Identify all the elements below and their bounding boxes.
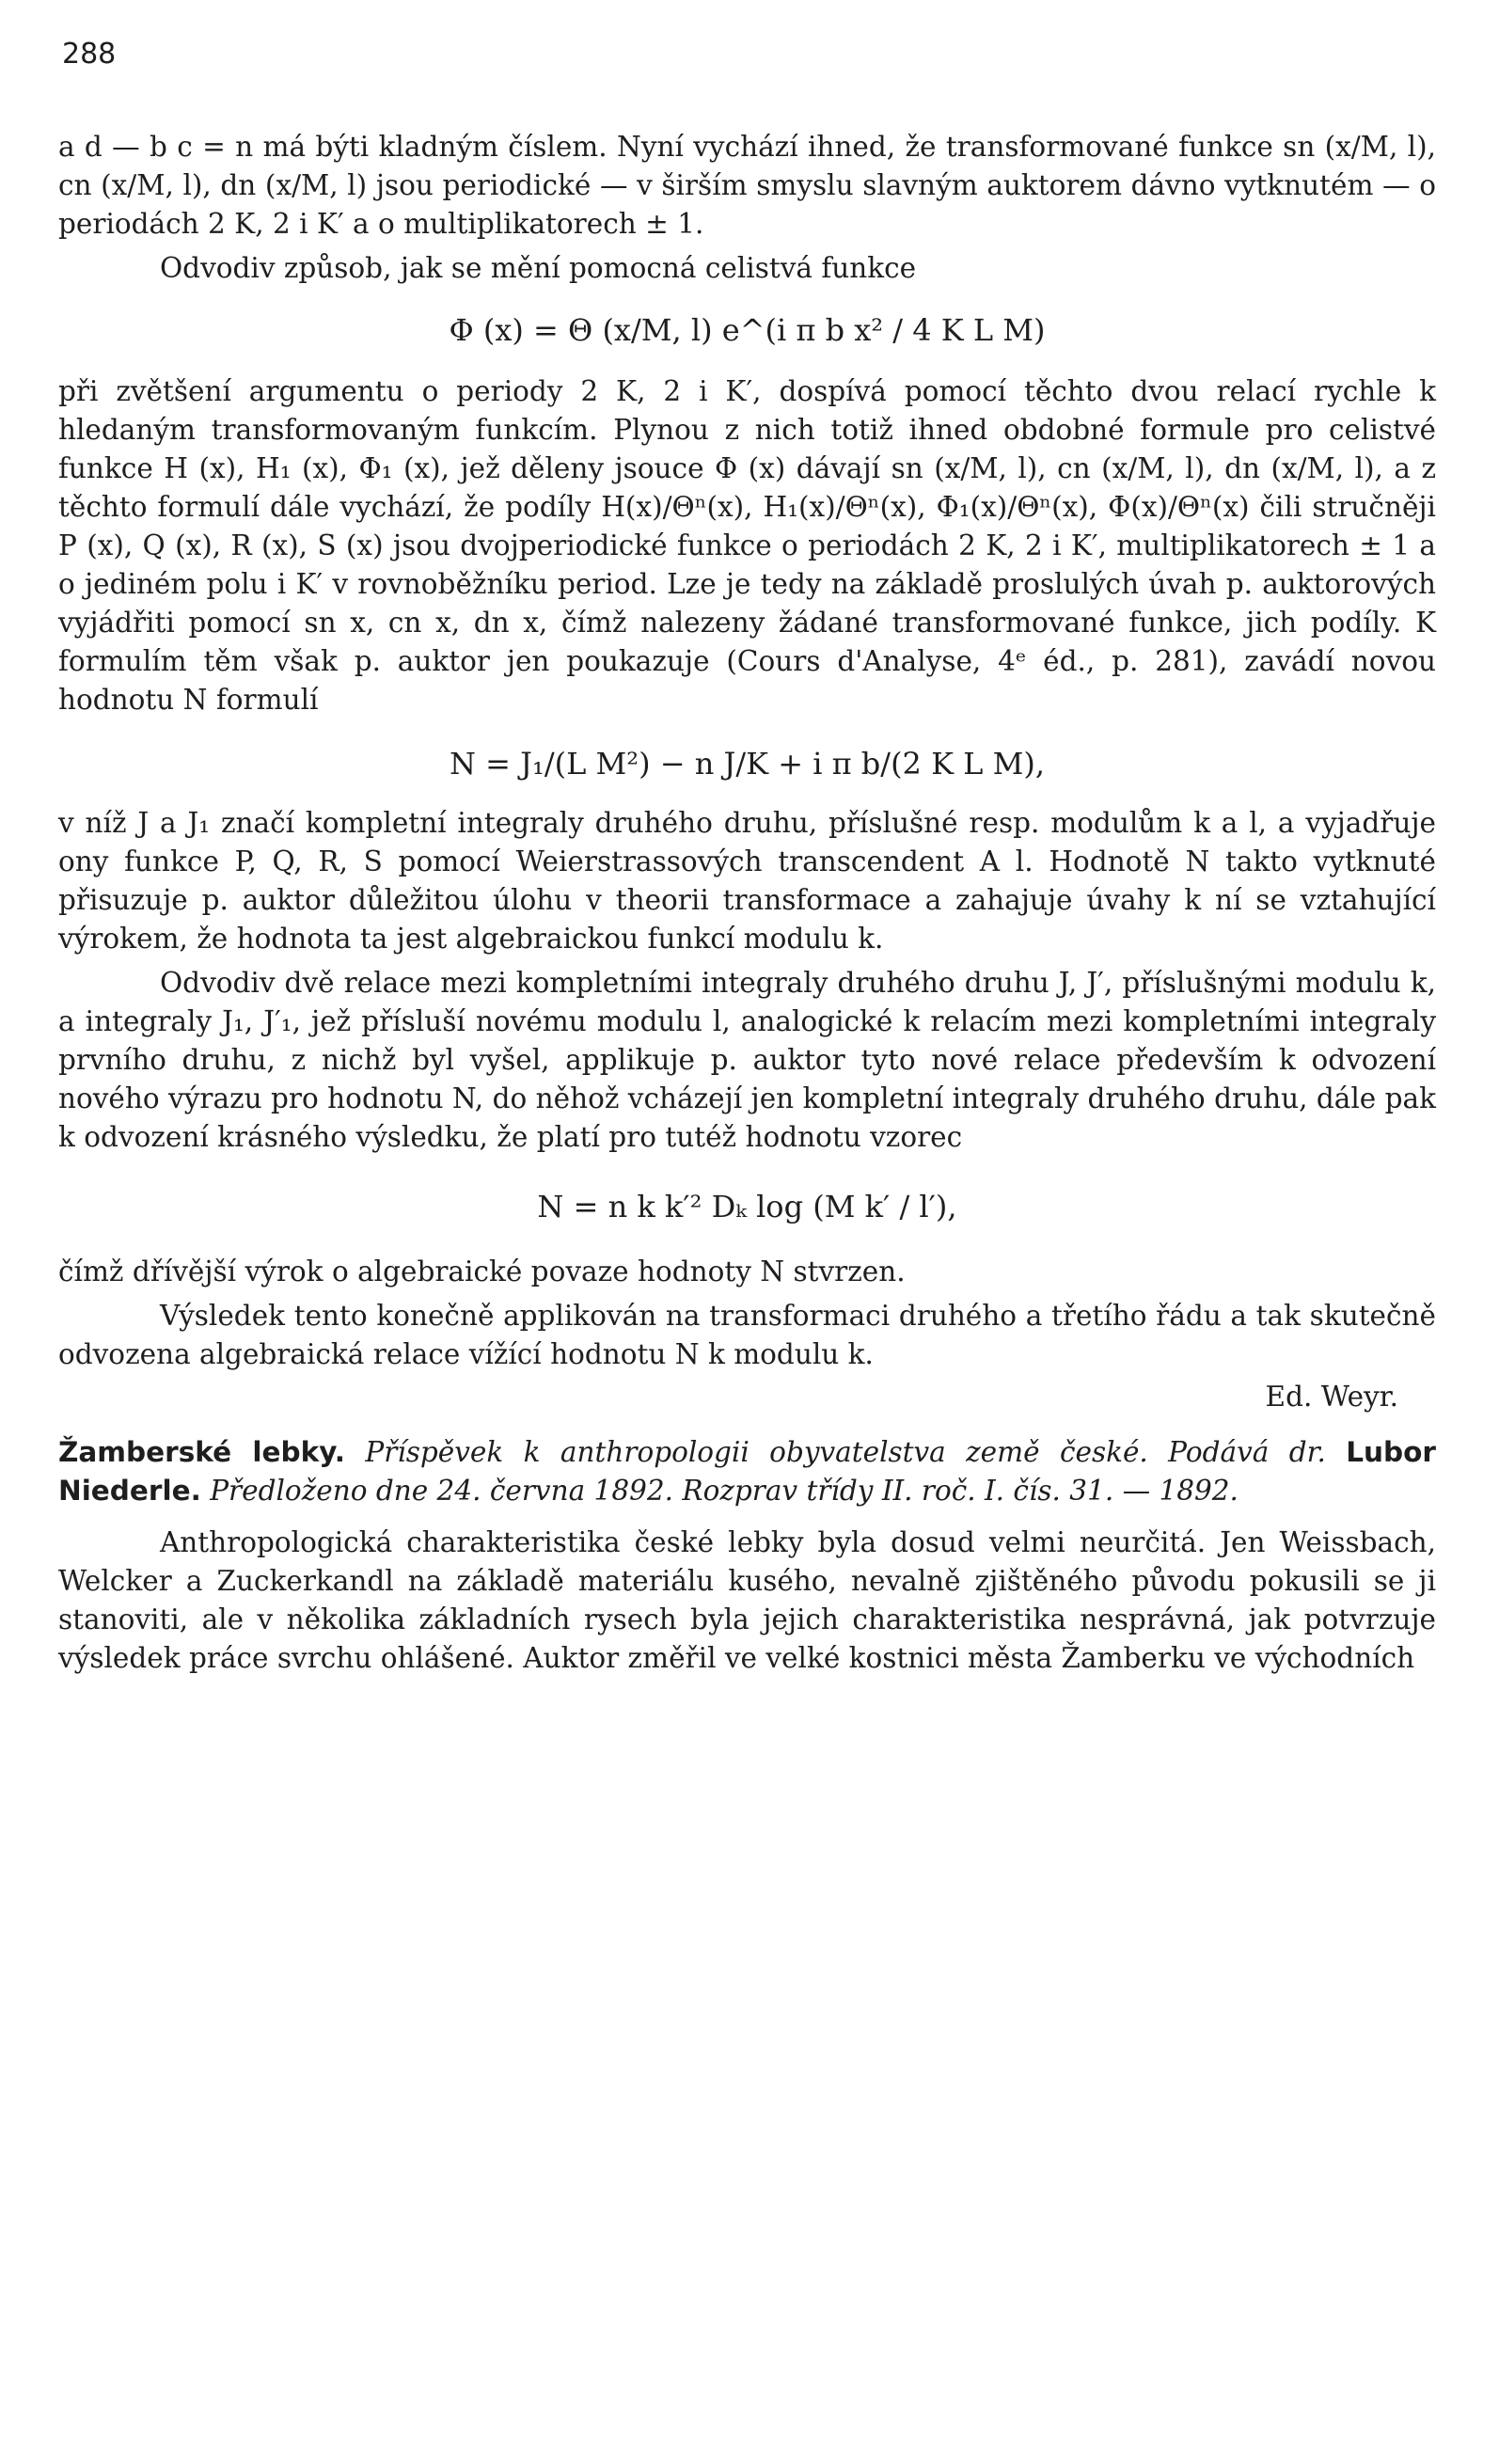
paragraph-5: Odvodiv dvě relace mezi kompletními integraly druhého druhu J, J′, příslušnými modulu k, a integraly J₁, J′₁, jež přísluší novému modulu l, analogické k relacím mezi kompletními integraly prvního druhu, z nichž byl vyšel, applikuje p. auktor tyto nové relace především k odvození nového výrazu pro hodnotu N, do něhož vcházejí jen kompletní integraly druhého druhu, dále pak k odvození krásného výsledku, že platí pro tutéž hodnotu vzorec bbox=[58, 967, 1436, 1153]
equation-3: N = n k k′² Dₖ log (M k′ / l′), bbox=[537, 1189, 957, 1224]
article-title: Žamberské lebky. bbox=[58, 1436, 345, 1468]
signature: Ed. Weyr. bbox=[1265, 1381, 1398, 1413]
paragraph-4: v níž J a J₁ značí kompletní integraly druhého druhu, příslušné resp. modulům k a l, a vyjadřuje ony funkce P, Q, R, S pomocí Weierstrassových transcendent A l. Hodnotě N takto vytknuté přisuzuje p. auktor důležitou úlohu v theorii transformace a zahajuje úvahy k ní se vztahující výrokem, že hodnota ta jest algebraickou funkcí modulu k. bbox=[58, 807, 1436, 955]
paragraph-7: Výsledek tento konečně applikován na transformaci druhého a třetího řádu a tak skutečně odvozena algebraická relace vížící hodnotu N k modulu k. bbox=[58, 1300, 1436, 1370]
equation-1: Φ (x) = Θ (x/M, l) e^(i π b x² / 4 K L M) bbox=[449, 312, 1046, 348]
paragraph-3: při zvětšení argumentu o periody 2 K, 2 i K′, dospívá pomocí těchto dvou relací rychle k hledaným transformovaným funkcím. Plynou z nich totiž ihned obdobné formule pro celistvé funkce H (x), H₁ (x), Φ₁ (x), jež děleny jsouce Φ (x) dávají sn (x/M, l), cn (x/M, l), dn (x/M, l), a z těchto formulí dále vychází, že podíly H(x)/Θⁿ(x), H₁(x)/Θⁿ(x), Φ₁(x)/Θⁿ(x), Φ(x)/Θⁿ(x) čili stručněji P (x), Q (x), R (x), S (x) jsou dvojperiodické funkce o periodách 2 K, 2 i K′, multiplikatorech ± 1 a o jediném polu i K′ v rovnoběžníku period. Lze je tedy na základě proslulých úvah p. auktorových vyjádřiti pomocí sn x, cn x, dn x, čímž nalezeny žádané transformované funkce, jich podíly. K formulím těm však p. auktor jen poukazuje (Cours d'Analyse, 4ᵉ éd., p. 281), zavádí novou hodnotu N formulí bbox=[58, 375, 1436, 716]
article-subtitle-2: Předloženo dne 24. června 1892. Rozprav třídy II. roč. I. čís. 31. — 1892. bbox=[210, 1475, 1239, 1507]
equation-2: N = J₁/(L M²) − n J/K + i π b/(2 K L M), bbox=[450, 746, 1045, 782]
article-heading bbox=[58, 1433, 1436, 1510]
paragraph-1: a d — b c = n má býti kladným číslem. Nyní vychází ihned, že transformované funkce sn (x/M, l), cn (x/M, l), dn (x/M, l) jsou periodické — v širším smyslu slavným auktorem dávno vytknutém — o periodách 2 K, 2 i K′ a o multiplikatorech ± 1. bbox=[58, 131, 1436, 240]
text-column bbox=[58, 128, 1436, 1678]
article-subtitle-1: Příspěvek k anthropologii obyvatelstva země české. Podává dr. bbox=[365, 1436, 1326, 1468]
paragraph-6: čímž dřívější výrok o algebraické povaze hodnoty N stvrzen. bbox=[58, 1256, 906, 1287]
paragraph-8: Anthropologická charakteristika české lebky byla dosud velmi neurčitá. Jen Weissbach, Welcker a Zuckerkandl na základě materiálu kusého, nevalně zjištěného původu pokusili se ji stanoviti, ale v několika základních rysech byla jejich charakteristika nesprávná, jak potvrzuje výsledek práce svrchu ohlášené. Auktor změřil ve velké kostnici města Žamberku ve východních bbox=[58, 1526, 1436, 1674]
paragraph-2: Odvodiv způsob, jak se mění pomocná celistvá funkce bbox=[160, 252, 917, 284]
article-author: Lubor Niederle. bbox=[58, 1436, 1436, 1507]
page-number: 288 bbox=[62, 38, 117, 71]
